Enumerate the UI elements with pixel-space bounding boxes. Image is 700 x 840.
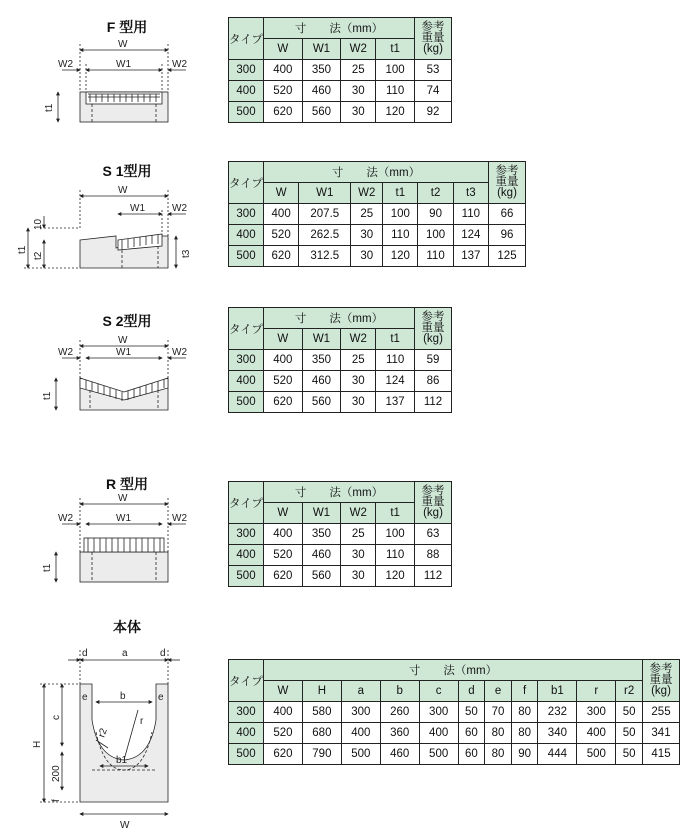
table-cell: 415 — [643, 744, 680, 765]
label-s1-w2: W2 — [172, 203, 187, 214]
table-cell: 560 — [302, 566, 341, 587]
col-t1: t1 — [383, 183, 418, 204]
table-cell: 300 — [341, 702, 380, 723]
label-f-w2-right: W2 — [172, 59, 187, 70]
table-cell: 460 — [380, 744, 419, 765]
table-cell: 137 — [453, 246, 488, 267]
table-cell: 444 — [538, 744, 577, 765]
table-cell: 300 — [229, 204, 264, 225]
table-cell: 25 — [341, 60, 376, 81]
label-body-d-right: d — [160, 648, 166, 659]
title-f-type: F 型用 — [106, 19, 148, 35]
col-w: W — [264, 681, 303, 702]
table-cell: 59 — [415, 350, 452, 371]
table-cell: 790 — [302, 744, 341, 765]
label-s2-t1: t1 — [42, 391, 53, 400]
col-t2: t2 — [418, 183, 453, 204]
label-body-h: H — [32, 740, 43, 748]
label-f-t1: t1 — [44, 103, 55, 112]
table-cell: 30 — [351, 225, 383, 246]
table-cell: 112 — [415, 566, 452, 587]
col-t1: t1 — [376, 503, 415, 524]
header-weight: 参考 重量 (kg) — [415, 482, 452, 524]
table-cell: 74 — [415, 81, 452, 102]
table-row — [229, 350, 452, 371]
table-cell: 500 — [229, 392, 264, 413]
table-cell: 620 — [264, 102, 303, 123]
title-body: 本体 — [113, 619, 141, 635]
col-r2: r2 — [616, 681, 643, 702]
table-cell: 400 — [229, 723, 264, 744]
diagram-body — [40, 650, 180, 814]
table-cell: 400 — [341, 723, 380, 744]
table-row — [229, 392, 452, 413]
table-header-row — [229, 162, 526, 183]
col-c: c — [419, 681, 458, 702]
col-t1: t1 — [376, 39, 415, 60]
table-cell: 300 — [229, 60, 264, 81]
diagram-r-type — [56, 498, 186, 582]
col-h: H — [302, 681, 341, 702]
table-cell: 92 — [415, 102, 452, 123]
col-w1: W1 — [299, 183, 351, 204]
table-cell: 500 — [577, 744, 616, 765]
table-cell: 460 — [302, 371, 341, 392]
col-w: W — [264, 329, 303, 350]
col-f: f — [511, 681, 538, 702]
diagram-f-type — [58, 44, 186, 122]
col-b: b — [380, 681, 419, 702]
title-s2-type: S 2型用 — [102, 313, 152, 329]
table-cell: 520 — [264, 225, 299, 246]
table-cell: 400 — [577, 723, 616, 744]
table-cell: 232 — [538, 702, 577, 723]
col-b1: b1 — [538, 681, 577, 702]
col-d: d — [458, 681, 485, 702]
table-cell: 560 — [302, 392, 341, 413]
header-dimensions: 寸 法（mm） — [264, 308, 415, 329]
table-cell: 80 — [485, 723, 512, 744]
table-cell: 50 — [458, 702, 485, 723]
table-row — [229, 102, 452, 123]
table-header-row — [229, 660, 680, 681]
table-cell: 53 — [415, 60, 452, 81]
col-t1: t1 — [376, 329, 415, 350]
table-header-row — [229, 308, 452, 329]
table-cell: 520 — [264, 545, 303, 566]
table-cell: 30 — [341, 81, 376, 102]
diagram-canvas — [0, 0, 225, 840]
table-cell: 110 — [383, 225, 418, 246]
label-r-w1: W1 — [116, 513, 131, 524]
table-r-type — [228, 481, 452, 587]
label-s2-w2-right: W2 — [172, 347, 187, 358]
table-cell: 500 — [341, 744, 380, 765]
table-cell: 100 — [376, 524, 415, 545]
table-cell: 80 — [485, 744, 512, 765]
header-weight: 参考 重量 (kg) — [415, 18, 452, 60]
table-cell: 400 — [264, 702, 303, 723]
label-body-a: a — [122, 648, 128, 659]
label-r-w2-right: W2 — [172, 513, 187, 524]
label-body-b1: b1 — [116, 755, 128, 766]
table-row — [229, 744, 680, 765]
header-weight: 参考 重量 (kg) — [489, 162, 526, 204]
header-dimensions: 寸 法（mm） — [264, 660, 643, 681]
table-cell: 300 — [577, 702, 616, 723]
label-s1-w1: W1 — [130, 203, 145, 214]
table-cell: 120 — [376, 566, 415, 587]
table-row — [229, 702, 680, 723]
table-cell: 400 — [229, 371, 264, 392]
table-cell: 260 — [380, 702, 419, 723]
table-cell: 400 — [264, 60, 303, 81]
table-cell: 30 — [351, 246, 383, 267]
table-cell: 350 — [302, 524, 341, 545]
col-w2: W2 — [341, 503, 376, 524]
table-cell: 88 — [415, 545, 452, 566]
table-s2-type — [228, 307, 452, 413]
label-body-c: c — [51, 715, 62, 720]
col-t3: t3 — [453, 183, 488, 204]
table-cell: 620 — [264, 744, 303, 765]
table-row — [229, 723, 680, 744]
col-w2: W2 — [351, 183, 383, 204]
label-f-w2-left: W2 — [58, 59, 73, 70]
label-s1-t1: t1 — [17, 245, 28, 254]
table-cell: 112 — [415, 392, 452, 413]
table-cell: 255 — [643, 702, 680, 723]
table-cell: 30 — [341, 545, 376, 566]
label-body-w: W — [120, 820, 130, 831]
table-cell: 620 — [264, 566, 303, 587]
table-cell: 207.5 — [299, 204, 351, 225]
table-cell: 300 — [229, 702, 264, 723]
table-cell: 400 — [264, 204, 299, 225]
table-cell: 80 — [511, 702, 538, 723]
table-cell: 500 — [229, 246, 264, 267]
label-body-f: f — [51, 799, 62, 802]
table-cell: 110 — [376, 81, 415, 102]
table-cell: 25 — [341, 350, 376, 371]
header-weight: 参考 重量 (kg) — [415, 308, 452, 350]
col-w: W — [264, 183, 299, 204]
table-cell: 90 — [511, 744, 538, 765]
table-cell: 262.5 — [299, 225, 351, 246]
table-cell: 100 — [376, 60, 415, 81]
table-cell: 680 — [302, 723, 341, 744]
table-cell: 360 — [380, 723, 419, 744]
col-w2: W2 — [341, 329, 376, 350]
header-dimensions: 寸 法（mm） — [264, 162, 489, 183]
table-cell: 30 — [341, 392, 376, 413]
label-r-w2-left: W2 — [58, 513, 73, 524]
table-cell: 350 — [302, 350, 341, 371]
label-s2-w1: W1 — [116, 347, 131, 358]
table-cell: 500 — [229, 102, 264, 123]
table-cell: 120 — [383, 246, 418, 267]
table-cell: 300 — [229, 524, 264, 545]
label-body-d-left: d — [82, 648, 88, 659]
table-cell: 86 — [415, 371, 452, 392]
table-cell: 400 — [229, 225, 264, 246]
table-cell: 63 — [415, 524, 452, 545]
table-cell: 60 — [458, 744, 485, 765]
label-r-t1: t1 — [42, 563, 53, 572]
col-w1: W1 — [302, 329, 341, 350]
table-cell: 620 — [264, 392, 303, 413]
label-s1-10: 10 — [33, 218, 44, 230]
table-cell: 125 — [489, 246, 526, 267]
table-row — [229, 545, 452, 566]
table-cell: 520 — [264, 723, 303, 744]
table-cell: 30 — [341, 371, 376, 392]
table-cell: 110 — [376, 350, 415, 371]
table-cell: 520 — [264, 81, 303, 102]
label-s2-w2-left: W2 — [58, 347, 73, 358]
table-cell: 90 — [418, 204, 453, 225]
label-body-r2: r2 — [96, 726, 110, 740]
table-cell: 460 — [302, 545, 341, 566]
col-w1: W1 — [302, 39, 341, 60]
label-f-w1: W1 — [116, 59, 131, 70]
table-cell: 66 — [489, 204, 526, 225]
table-cell: 340 — [538, 723, 577, 744]
table-cell: 350 — [302, 60, 341, 81]
table-cell: 100 — [383, 204, 418, 225]
table-cell: 341 — [643, 723, 680, 744]
table-cell: 460 — [302, 81, 341, 102]
table-cell: 560 — [302, 102, 341, 123]
table-cell: 110 — [418, 246, 453, 267]
table-row — [229, 524, 452, 545]
label-body-200: 200 — [51, 765, 62, 782]
table-cell: 50 — [616, 744, 643, 765]
label-f-w: W — [118, 39, 128, 50]
table-cell: 70 — [485, 702, 512, 723]
col-w: W — [264, 39, 303, 60]
col-a: a — [341, 681, 380, 702]
table-header-row — [229, 18, 452, 39]
table-cell: 110 — [376, 545, 415, 566]
table-cell: 312.5 — [299, 246, 351, 267]
table-row — [229, 566, 452, 587]
col-w2: W2 — [341, 39, 376, 60]
table-cell: 120 — [376, 102, 415, 123]
col-w: W — [264, 503, 303, 524]
table-cell: 620 — [264, 246, 299, 267]
table-row — [229, 204, 526, 225]
table-cell: 124 — [376, 371, 415, 392]
table-f-type — [228, 17, 452, 123]
diagram-s1-type — [24, 190, 186, 268]
label-body-r: r — [140, 716, 144, 727]
header-type: タイプ — [229, 660, 264, 702]
table-cell: 137 — [376, 392, 415, 413]
table-cell: 110 — [453, 204, 488, 225]
table-cell: 400 — [264, 350, 303, 371]
table-cell: 300 — [419, 702, 458, 723]
title-r-type: R 型用 — [106, 476, 148, 492]
table-cell: 400 — [419, 723, 458, 744]
table-cell: 50 — [616, 702, 643, 723]
table-cell: 580 — [302, 702, 341, 723]
table-s1-type — [228, 161, 526, 267]
table-row — [229, 371, 452, 392]
table-header-row — [229, 183, 526, 204]
header-dimensions: 寸 法（mm） — [264, 18, 415, 39]
table-cell: 30 — [341, 566, 376, 587]
label-s1-w: W — [118, 185, 128, 196]
header-type: タイプ — [229, 162, 264, 204]
table-cell: 30 — [341, 102, 376, 123]
label-s1-t3: t3 — [181, 249, 192, 258]
table-header-row — [229, 482, 452, 503]
col-w1: W1 — [302, 503, 341, 524]
label-body-e-left: e — [82, 692, 88, 703]
table-cell: 25 — [341, 524, 376, 545]
header-weight: 参考 重量 (kg) — [643, 660, 680, 702]
table-cell: 400 — [229, 81, 264, 102]
table-cell: 96 — [489, 225, 526, 246]
header-dimensions: 寸 法（mm） — [264, 482, 415, 503]
table-cell: 520 — [264, 371, 303, 392]
table-cell: 60 — [458, 723, 485, 744]
table-cell: 400 — [264, 524, 303, 545]
label-body-b: b — [120, 691, 126, 702]
table-cell: 100 — [418, 225, 453, 246]
table-cell: 500 — [229, 566, 264, 587]
table-row — [229, 225, 526, 246]
table-header-row — [229, 681, 680, 702]
table-row — [229, 60, 452, 81]
label-body-e-right: e — [158, 692, 164, 703]
table-body — [228, 659, 680, 765]
table-cell: 124 — [453, 225, 488, 246]
table-cell: 25 — [351, 204, 383, 225]
title-s1-type: S 1型用 — [102, 163, 152, 179]
table-cell: 300 — [229, 350, 264, 371]
label-r-w: W — [118, 493, 128, 504]
table-cell: 80 — [511, 723, 538, 744]
header-type: タイプ — [229, 482, 264, 524]
col-e: e — [485, 681, 512, 702]
header-type: タイプ — [229, 18, 264, 60]
label-s2-w: W — [118, 335, 128, 346]
table-cell: 400 — [229, 545, 264, 566]
label-s1-t2: t2 — [33, 251, 44, 260]
table-cell: 500 — [419, 744, 458, 765]
col-r: r — [577, 681, 616, 702]
table-row — [229, 81, 452, 102]
table-cell: 500 — [229, 744, 264, 765]
table-row — [229, 246, 526, 267]
header-type: タイプ — [229, 308, 264, 350]
table-cell: 50 — [616, 723, 643, 744]
